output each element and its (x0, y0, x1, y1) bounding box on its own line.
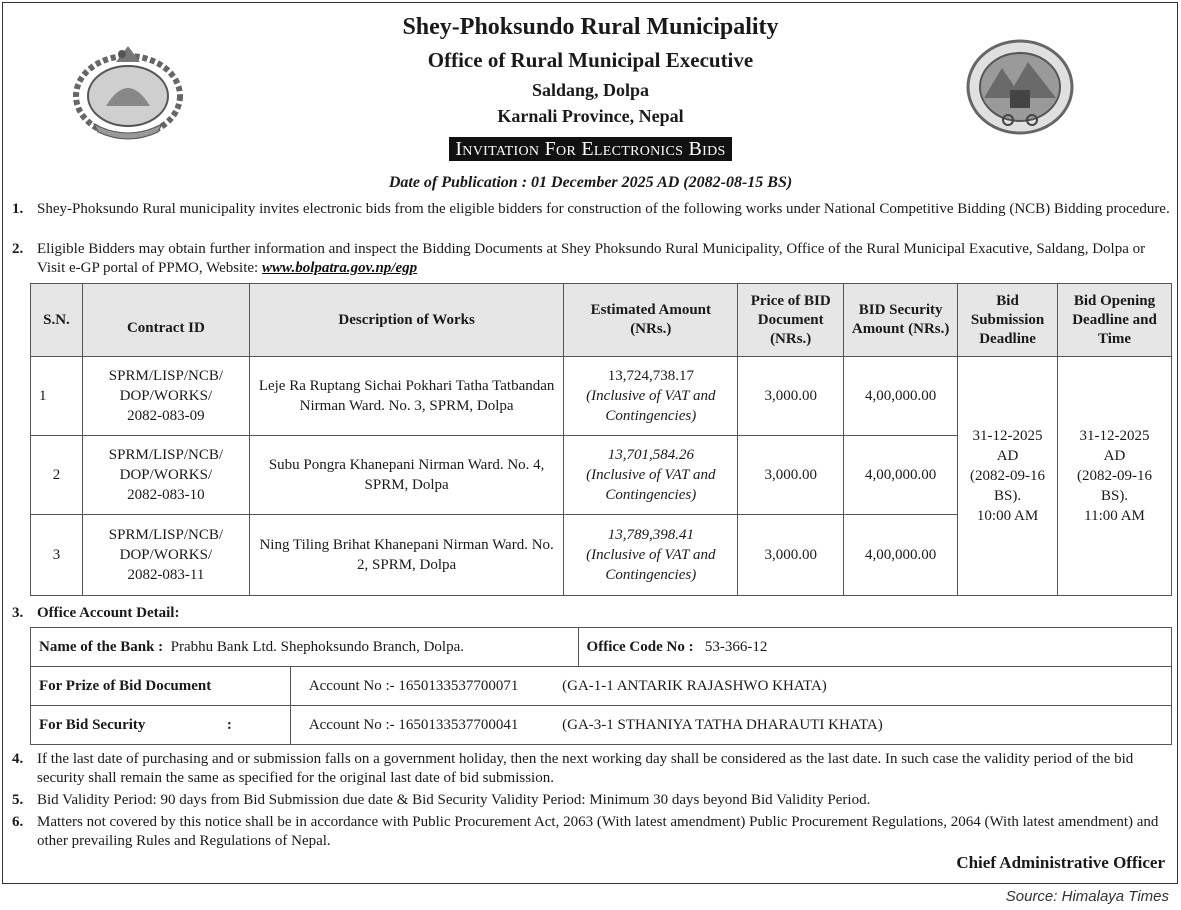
notice-title-banner: Invitation For Electronics Bids (449, 137, 731, 161)
doc-price-cell: 3,000.00 (738, 357, 844, 436)
province-name: Karnali Province, Nepal (497, 106, 684, 126)
doc-price-cell: 3,000.00 (738, 515, 844, 596)
contract-id-cell: SPRM/LISP/NCB/ DOP/WORKS/ 2082-083-09 (82, 357, 249, 436)
table-row: 2 SPRM/LISP/NCB/ DOP/WORKS/ 2082-083-10 Subu Pongra Khanepani Nirman Ward. No. 4, SPRM, Dolpa 13,701,584.26 (Inclusive of VAT and Contingencies) 3,000.00 4,00,000.00 (31, 436, 1172, 515)
description-cell: Leje Ra Ruptang Sichai Pokhari Tatha Tatbandan Nirman Ward. No. 3, SPRM, Dolpa (249, 357, 564, 436)
office-name: Office of Rural Municipal Executive (427, 48, 754, 72)
submission-deadline-cell: 31-12-2025 AD (2082-09-16 BS). 10:00 AM (958, 357, 1058, 596)
bid-security-account-row: For Bid Security : Account No :- 1650133537700041 (GA-3-1 STHANIYA TATHA DHARAUTI KHATA) (31, 706, 1172, 745)
paragraph-3: 3. Office Account Detail: (12, 605, 180, 621)
bank-cell: Name of the Bank : Prabhu Bank Ltd. Shephoksundo Branch, Dolpa. (31, 628, 579, 667)
paragraph-2: 2. Eligible Bidders may obtain further information and inspect the Bidding Documents at Shey Phoksundo Rural Municipality, Office of the Rural Municipal Exacutive, Saldang, Dolpa or Visit e-GP portal of PPMO, Website: www.bolpatra.gov.np/egp (12, 241, 1146, 276)
col-header-description: Description of Works (249, 284, 564, 357)
security-cell: 4,00,000.00 (844, 357, 958, 436)
egp-portal-link[interactable]: www.bolpatra.gov.np/egp (261, 260, 418, 276)
paragraph-4: 4. If the last date of purchasing and or submission falls on a government holiday, then the next working day shall be considered as the last date. In such case the validity period of the bid security shall remain the same as specified for the original last date of bid submission. (12, 751, 1134, 786)
description-cell: Ning Tiling Brihat Khanepani Nirman Ward. No. 2, SPRM, Dolpa (249, 515, 564, 596)
source-credit: Source: Himalaya Times (1005, 888, 1169, 905)
office-location: Saldang, Dolpa (531, 80, 650, 100)
bid-doc-account-row: For Prize of Bid Document Account No :- 1650133537700071 (GA-1-1 ANTARIK RAJASHWO KHATA) (31, 667, 1172, 706)
publication-date: Date of Publication : 01 December 2025 AD (2082-08-15 BS) (388, 174, 793, 191)
contract-id-cell: SPRM/LISP/NCB/ DOP/WORKS/ 2082-083-11 (82, 515, 249, 596)
col-header-contract-id: Contract ID (82, 284, 249, 357)
amount-cell: 13,701,584.26 (Inclusive of VAT and Contingencies) (564, 436, 738, 515)
municipality-name: Shey-Phoksundo Rural Municipality (402, 14, 779, 40)
paragraph-5: 5. Bid Validity Period: 90 days from Bid Submission due date & Bid Security Validity Period: Minimum 30 days beyond Bid Validity Period. (12, 792, 871, 808)
col-header-doc-price: Price of BID Document (NRs.) (738, 284, 844, 357)
opening-deadline-cell: 31-12-2025 AD (2082-09-16 BS). 11:00 AM (1058, 357, 1172, 596)
description-cell: Subu Pongra Khanepani Nirman Ward. No. 4, SPRM, Dolpa (249, 436, 564, 515)
amount-cell: 13,724,738.17 (Inclusive of VAT and Contingencies) (564, 357, 738, 436)
amount-cell: 13,789,398.41 (Inclusive of VAT and Contingencies) (564, 515, 738, 596)
works-table (30, 283, 1172, 596)
col-header-sn: S.N. (31, 284, 83, 357)
col-header-opening: Bid Opening Deadline and Time (1058, 284, 1172, 357)
col-header-security: BID Security Amount (NRs.) (844, 284, 958, 357)
paragraph-1: 1. Shey-Phoksundo Rural municipality invites electronic bids from the eligible bidders for construction of the following works under National Competitive Bidding (NCB) Bidding procedure. (12, 201, 1170, 217)
col-header-submission: Bid Submission Deadline (958, 284, 1058, 357)
table-row: 3 SPRM/LISP/NCB/ DOP/WORKS/ 2082-083-11 Ning Tiling Brihat Khanepani Nirman Ward. No. 2, SPRM, Dolpa 13,789,398.41 (Inclusive of VAT and Contingencies) 3,000.00 4,00,000.00 (31, 515, 1172, 596)
signatory-title: Chief Administrative Officer (956, 853, 1165, 872)
contract-id-cell: SPRM/LISP/NCB/ DOP/WORKS/ 2082-083-10 (82, 436, 249, 515)
doc-price-cell: 3,000.00 (738, 436, 844, 515)
paragraph-6: 6. Matters not covered by this notice shall be in accordance with Public Procurement Act, 2063 (With latest amendment) Public Procurement Regulations, 2064 (With latest amendment) and other prevailing Rules and Regulations of Nepal. (12, 814, 1159, 849)
account-table (30, 627, 1172, 745)
office-code-cell: Office Code No : 53-366-12 (578, 628, 1171, 667)
col-header-amount: Estimated Amount (NRs.) (564, 284, 738, 357)
table-row: 1 SPRM/LISP/NCB/ DOP/WORKS/ 2082-083-09 Leje Ra Ruptang Sichai Pokhari Tatha Tatbandan Nirman Ward. No. 3, SPRM, Dolpa 13,724,738.17 (Inclusive of VAT and Contingencies) 3,000.00 4,00,000.00 31-12-2025 AD (2082-09-16 BS). 10:00 AM 31-12-2025 AD (2082-09-16 BS). 11:00 AM (31, 357, 1172, 436)
bank-row (31, 628, 1172, 667)
security-cell: 4,00,000.00 (844, 515, 958, 596)
security-cell: 4,00,000.00 (844, 436, 958, 515)
